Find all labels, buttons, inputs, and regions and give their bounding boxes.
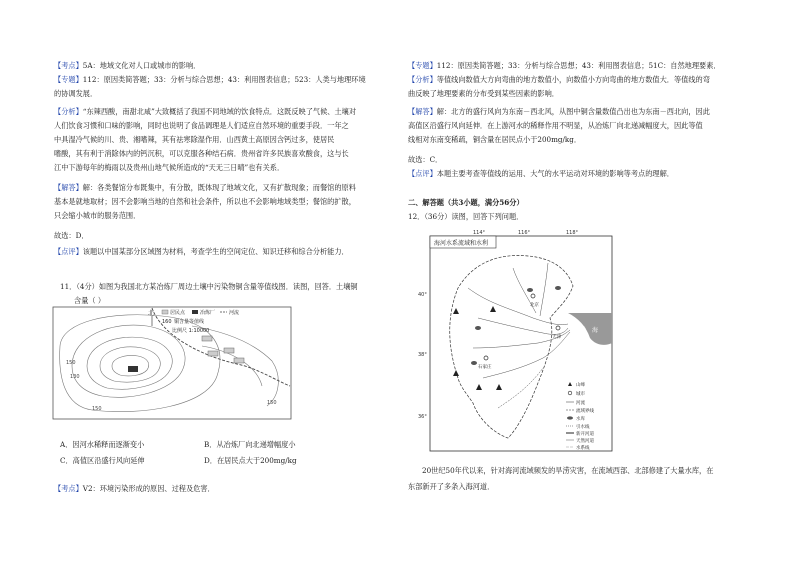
jieda-line [54,183,356,192]
jieda-text: 解：北方的盛行风向为东南－西北风，从图中铜含量数值凸出也为东南－西北向，因此 [436,107,710,116]
kaodian-tag: 【考点】 [54,61,83,70]
longitude-label: 116° [518,230,531,236]
kaodian-text: 5A：地域文化对人口或城市的影响． [82,61,201,70]
legend-item: 山峰 [576,383,585,388]
jieda-line-2 [408,107,710,116]
fenxi-line-2 [408,75,710,84]
latitude-label: 38° [418,352,427,358]
dianping-text: 本题主要考查等值线的运用、大气的水平运动对环境的影响等考点的理解． [436,169,674,178]
reservoir-icon [471,361,477,365]
kaodian-tag: 【考点】 [54,484,83,493]
kaodian-line [54,61,200,70]
legend-item: 居民点 [170,310,186,316]
smelter-icon [128,366,138,372]
jieda-text: 基本是就地取材；因不会影响当地的自然和社会条件，所以也不会影响地域类型；餐馆的扩散， [54,197,356,206]
dianping-tag: 【点评】 [408,169,437,178]
contour-label: 150 [92,406,102,412]
option-c: C．高值区沿盛行风向延伸 [60,456,145,465]
kaodian-line-2 [54,484,215,493]
legend-item: 引水线 [576,425,590,430]
zhuanti-tag: 【专题】 [408,61,437,70]
dianping-text: 该题以中国某部分区域图为材料，考查学生的空间定位、知识迁移和综合分析能力． [82,247,349,256]
fenxi-line [54,107,356,116]
question-12-body: 东部新开了多条入海河道． [408,482,495,491]
answer-text: 故选：C． [408,155,443,164]
legend-item: 新开河道 [576,432,594,437]
legend-item: 水库 [576,417,585,422]
reservoir-icon [527,288,533,292]
section-heading: 二、解答题（共3小题，满分56分） [408,198,524,207]
city-label: 北京 [530,303,539,308]
city-label: 石家庄 [478,365,492,370]
longitude-label: 118° [566,230,579,236]
reservoir-icon [555,286,561,290]
zhuanti-line [54,75,366,84]
dianping-line [54,247,349,256]
zhuanti-text: 112：原因类简答题；33：分析与综合思想；43：利用图表信息；51C：自然地理要素． [436,61,721,70]
map-title: 海河水系流域和水利 [434,240,489,247]
copper-contour-map [52,306,292,420]
jieda-text: 线相对东南变稀疏，铜含量在居民点小于200mg/kg． [408,135,582,144]
settlement-icon [202,336,212,341]
jieda-tag: 【解答】 [408,107,437,116]
jieda-tag: 【解答】 [54,183,83,192]
jieda-text: 解：各类餐馆分布既集中，有分散，既体现了地域文化，又有扩散现象；而餐馆的原料 [82,183,356,192]
legend-item: 铜含量等值线 [174,319,205,325]
legend-item: 水系线 [576,446,590,451]
haihe-basin-map [418,228,614,453]
zhuanti-tag: 【专题】 [54,75,83,84]
contour-label: 150 [66,360,76,366]
option-a: A．因河水稀释而逐渐变小 [60,440,145,449]
settlement-icon [208,351,218,356]
option-d: D．在居民点大于200mg/kg [204,456,297,465]
legend-item: 河流 [229,310,240,316]
jieda-text: 高值区沿盛行风向延伸．在上游河水的稀释作用不明显，从冶炼厂向北递减幅度大，因此等值 [408,121,703,130]
fenxi-text: 江中下游每年的梅雨以及贵州山地气候所造成的“天无三日晴”也有关系． [54,163,285,172]
zhuanti-line-2 [408,61,721,70]
reservoir-icon [475,326,481,330]
bohai-sea-label: 渤 海 [580,327,599,334]
answer-text: 故选：D． [54,231,89,240]
legend-item: 城市 [576,392,585,397]
contour-sample: 160 [162,319,172,325]
fenxi-tag: 【分析】 [54,107,83,116]
contour-label: 150 [267,400,277,406]
question-11-line: 11．（4分）如图为我国北方某冶炼厂周边土壤中污染物铜含量等值线图．读图，回答．土壤铜 [60,282,358,291]
latitude-label: 40° [418,292,427,298]
zhuanti-text: 112：原因类简答题；33：分析与综合思想；43：利用图表信息；523：人类与地理环境 [82,75,366,84]
legend-item: 天然河道 [576,439,594,444]
settlement-icon [234,358,244,363]
question-11-line: 含量（ ） [74,296,106,305]
legend-item: 冶炼厂 [200,310,216,316]
fenxi-text: 嗜酸，其有利于消除体内的钙沉积，可以克服各种结石病．贵州省许多民族喜欢酸食，这与长 [54,149,349,158]
settlement-icon [224,348,234,353]
option-b: B．从冶炼厂向北递增幅度小 [204,440,296,449]
legend-item: 流域界线 [576,409,594,414]
legend-item: 河流 [576,401,585,406]
north-label: 北 [148,310,155,317]
fenxi-tag: 【分析】 [408,75,437,84]
kaodian-text: V2：环境污染形成的原因、过程及危害． [82,484,215,493]
jieda-text: 只会缩小城市的服务范围． [54,211,141,220]
longitude-label: 114° [473,230,486,236]
question-12-title: 12．（36分）读图，回答下列问题． [408,212,524,221]
map-scale: 比例尺 1:10000 [172,328,210,334]
fenxi-text: 中具湿冷气候的川、贵、湘嗜辣，其有祛寒除湿作用．山西黄土高原因含钙过多，使居民 [54,135,335,144]
fenxi-text: 等值线向数值大方向弯曲的地方数值小，向数值小方向弯曲的地方数值大．等值线的弯 [436,75,710,84]
fenxi-text: “东辣西酸，南甜北咸”大致概括了我国不同地域的饮食特点．这既反映了气候、土壤对 [82,107,357,116]
contour-label: 130 [70,374,80,380]
city-label: 天津 [552,335,561,340]
fenxi-text: 人们饮食习惯和口味的影响，同时也说明了食品调理是人们适应自然环境的重要手段．一年之 [54,121,349,130]
dianping-tag: 【点评】 [54,247,83,256]
question-12-body: 20世纪50年代以来，针对海河流域频发的旱涝灾害，在流域西部、北部修建了大量水库，在 [422,466,714,475]
latitude-label: 36° [418,414,427,420]
fenxi-text: 曲反映了地理要素的分布受到某些因素的影响． [408,89,559,98]
dianping-line-2 [408,169,674,178]
zhuanti-text: 的协调发展． [54,89,98,98]
